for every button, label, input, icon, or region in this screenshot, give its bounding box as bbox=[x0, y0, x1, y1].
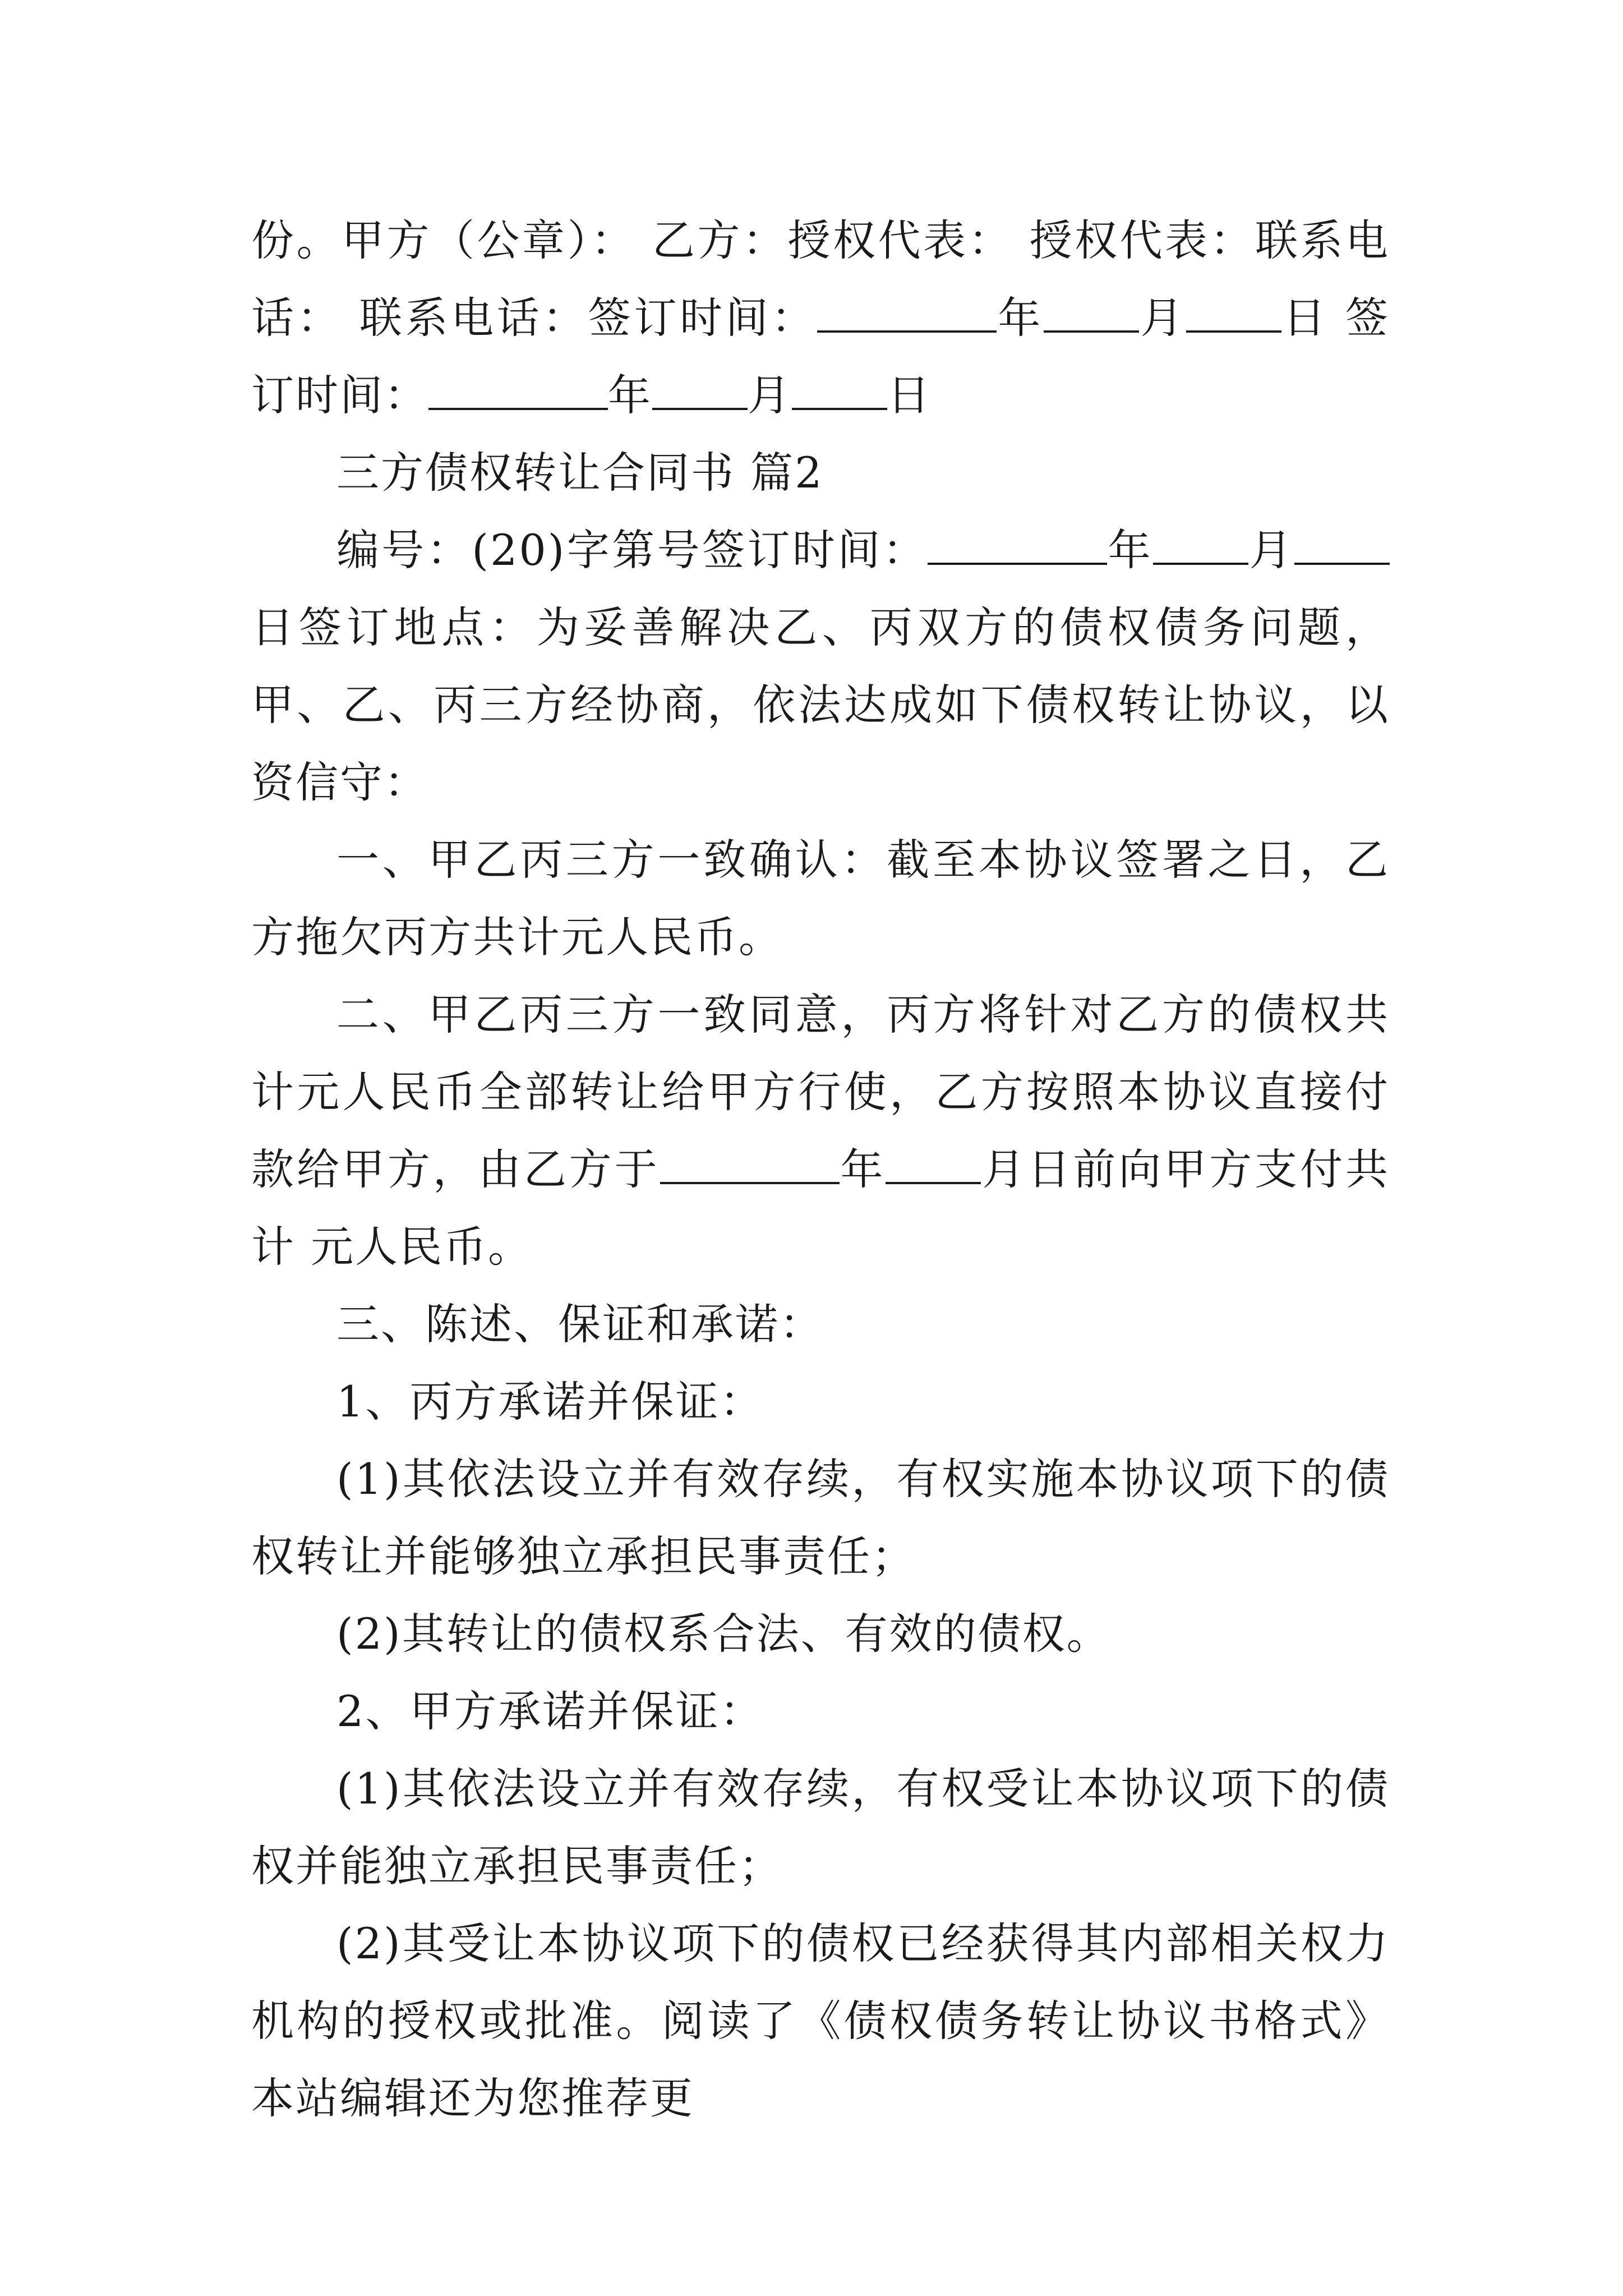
section-heading bbox=[251, 434, 1390, 512]
blank-line bbox=[428, 372, 608, 410]
text-run: 日 签订时间： bbox=[251, 293, 1390, 420]
blank-line bbox=[660, 1146, 840, 1184]
text-run: 月 bbox=[748, 370, 792, 420]
paragraph-sub-2 bbox=[251, 1673, 1390, 1750]
text-run: 年 bbox=[996, 293, 1044, 343]
blank-line bbox=[928, 527, 1107, 565]
text-run: 一、甲乙丙三方一致确认：截至本协议签署之日，乙方拖欠丙方共计元人民币。 bbox=[251, 835, 1390, 962]
text-run: 三方债权转让合同书 篇2 bbox=[336, 448, 824, 498]
text-run: 月 bbox=[1138, 293, 1187, 343]
text-run: 1、丙方承诺并保证： bbox=[336, 1377, 764, 1427]
text-run: 年 bbox=[839, 1144, 886, 1194]
paragraph-item-1-1 bbox=[251, 1441, 1390, 1595]
text-run: (1)其依法设立并有效存续，有权受让本协议项下的债权并能独立承担民事责任； bbox=[251, 1764, 1390, 1891]
paragraph-clause-2 bbox=[251, 976, 1390, 1286]
text-run: 日签订地点：为妥善解决乙、丙双方的债权债务问题，甲、乙、丙三方经协商，依法达成如下债权转让协议，以资信守： bbox=[251, 602, 1390, 807]
paragraph-clause-3 bbox=[251, 1286, 1390, 1363]
text-run: (2)其受让本协议项下的债权已经获得其内部相关权力机构的授权或批准。阅读了《债权债务转让协议书格式》本站编辑还为您推荐更 bbox=[251, 1918, 1390, 2123]
paragraph-preamble bbox=[251, 512, 1390, 821]
blank-line bbox=[652, 372, 748, 410]
document-body bbox=[251, 202, 1390, 2137]
text-run: 2、甲方承诺并保证： bbox=[336, 1686, 764, 1736]
paragraph-item-2-2 bbox=[251, 1905, 1390, 2137]
text-run: (2)其转让的债权系合法、有效的债权。 bbox=[336, 1609, 1111, 1659]
paragraph-sub-1 bbox=[251, 1363, 1390, 1441]
text-run: 二、甲乙丙三方一致同意，丙方将针对乙方的债权共计元人民币全部转让给甲方行使，乙方按照本协议直接付款给甲方，由乙方于 bbox=[251, 990, 1390, 1194]
blank-line bbox=[817, 295, 997, 333]
blank-line bbox=[1186, 295, 1281, 333]
text-run: 份。甲方（公章）： 乙方：授权代表： 授权代表：联系电话： 联系电话：签订时间： bbox=[251, 215, 1390, 343]
paragraph-item-1-2 bbox=[251, 1595, 1390, 1673]
text-run: 年 bbox=[608, 370, 652, 420]
text-run: 编号：(20)字第号签订时间： bbox=[336, 525, 928, 575]
blank-line bbox=[792, 372, 887, 410]
text-run: (1)其依法设立并有效存续，有权实施本协议项下的债权转让并能够独立承担民事责任； bbox=[251, 1454, 1390, 1581]
text-run: 月日前向甲方支付共计 元人民币。 bbox=[251, 1144, 1390, 1272]
blank-line bbox=[1294, 527, 1390, 565]
paragraph-clause-1 bbox=[251, 821, 1390, 976]
blank-line bbox=[1153, 527, 1248, 565]
text-run: 年 bbox=[1107, 525, 1154, 575]
paragraph-item-2-1 bbox=[251, 1750, 1390, 1905]
text-run: 日 bbox=[887, 370, 932, 420]
paragraph-signature bbox=[251, 202, 1390, 434]
text-run: 月 bbox=[1248, 525, 1294, 575]
blank-line bbox=[886, 1146, 981, 1184]
blank-line bbox=[1044, 295, 1139, 333]
text-run: 三、陈述、保证和承诺： bbox=[336, 1299, 824, 1349]
